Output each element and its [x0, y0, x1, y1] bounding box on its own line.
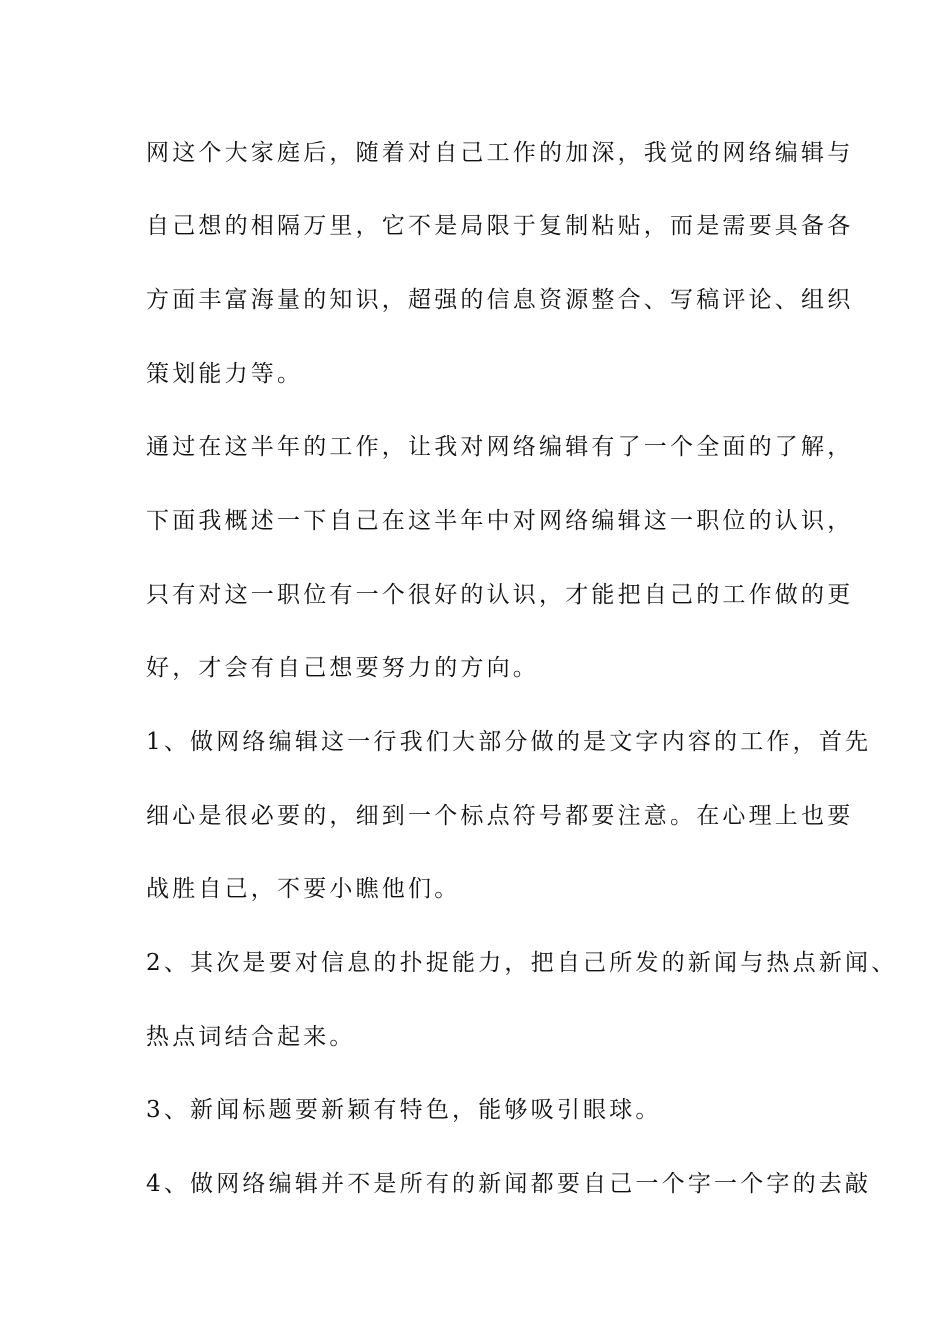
- text-line: 网这个大家庭后，随着对自己工作的加深，我觉的网络编辑与: [146, 140, 854, 166]
- text-line: 3、新闻标题要新颖有特色，能够吸引眼球。: [146, 1097, 662, 1123]
- text-line: 通过在这半年的工作，让我对网络编辑有了一个全面的了解，: [146, 434, 854, 460]
- text-line: 自己想的相隔万里，它不是局限于复制粘贴，而是需要具备各: [146, 213, 854, 239]
- text-line: 1、做网络编辑这一行我们大部分做的是文字内容的工作，首先: [146, 729, 872, 755]
- text-line: 战胜自己，不要小瞧他们。: [146, 876, 461, 902]
- text-line: 热点词结合起来。: [146, 1024, 356, 1050]
- text-line: 细心是很必要的，细到一个标点符号都要注意。在心理上也要: [146, 803, 854, 829]
- text-line: 2、其次是要对信息的扑捉能力，把自己所发的新闻与热点新闻、: [146, 950, 898, 976]
- text-line: 只有对这一职位有一个很好的认识，才能把自己的工作做的更: [146, 582, 854, 608]
- text-line: 4、做网络编辑并不是所有的新闻都要自己一个字一个字的去敲: [146, 1171, 872, 1197]
- text-line: 好，才会有自己想要努力的方向。: [146, 655, 539, 681]
- text-line: 策划能力等。: [146, 361, 304, 387]
- text-line: 下面我概述一下自己在这半年中对网络编辑这一职位的认识，: [146, 508, 854, 534]
- text-line: 方面丰富海量的知识，超强的信息资源整合、写稿评论、组织: [146, 287, 854, 313]
